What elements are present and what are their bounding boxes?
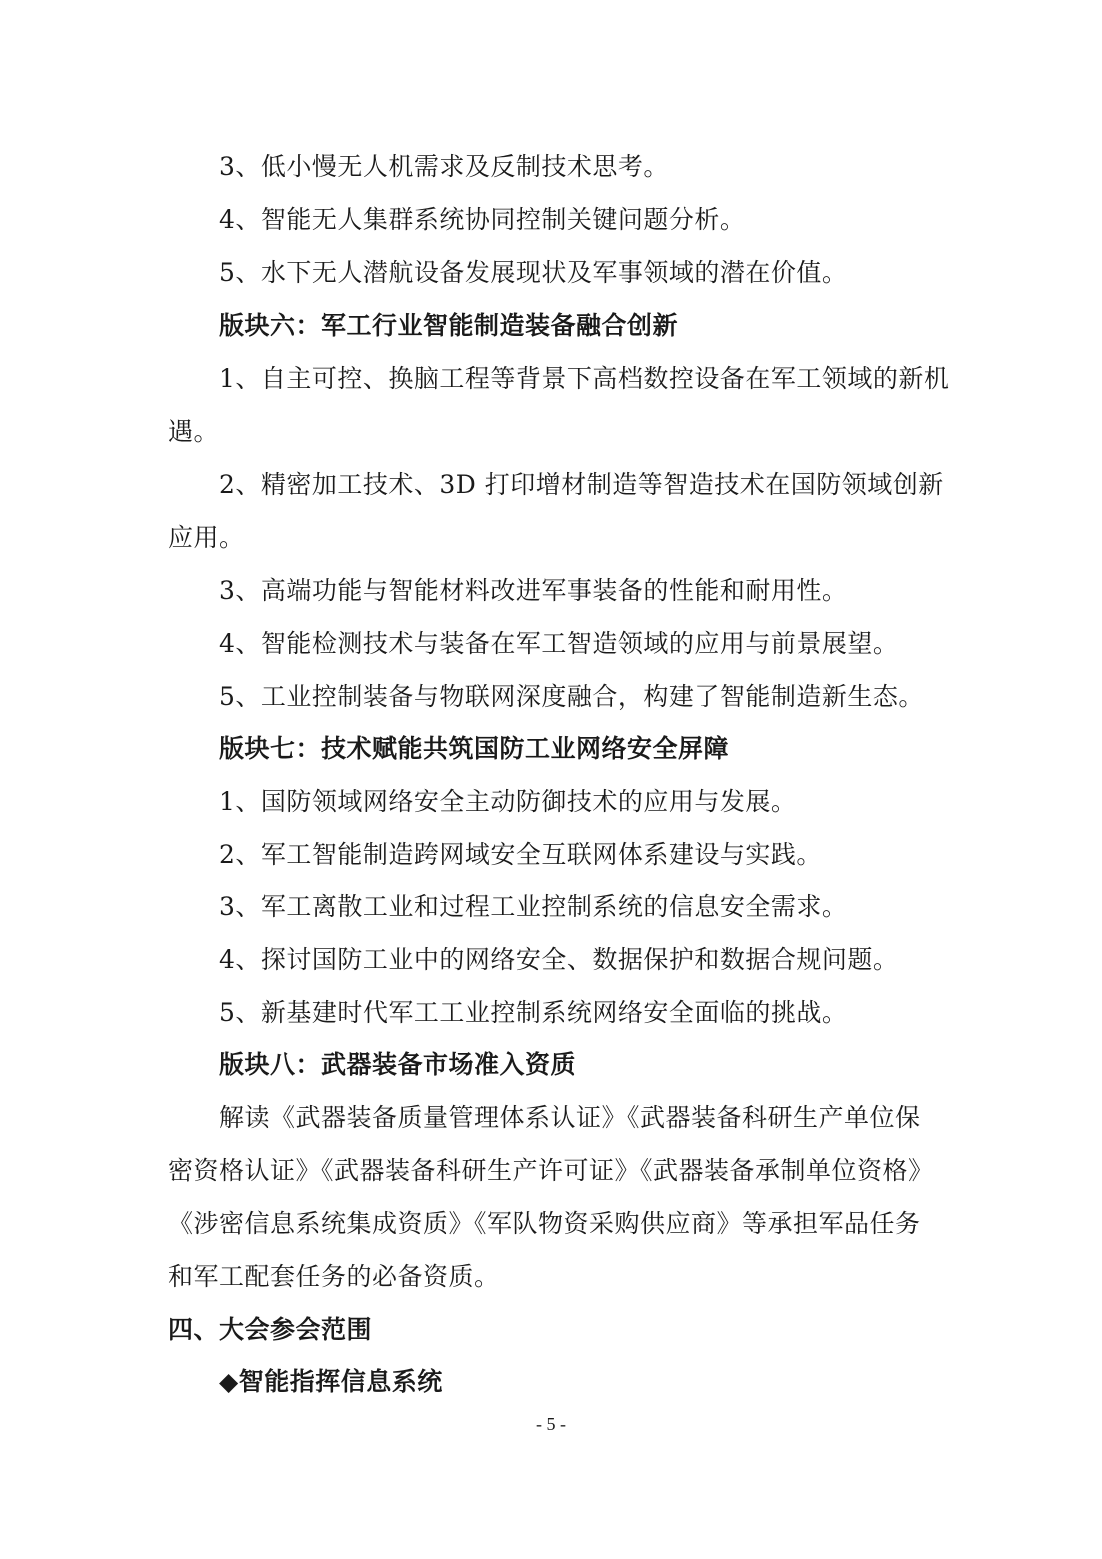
list-item: 4、智能检测技术与装备在军工智造领域的应用与前景展望。 xyxy=(219,629,899,658)
paragraph-line: 密资格认证》《武器装备科研生产许可证》《武器装备承制单位资格》 xyxy=(168,1156,934,1185)
list-item-continuation: 遇。 xyxy=(168,417,220,446)
list-item: 3、低小慢无人机需求及反制技术思考。 xyxy=(219,152,669,181)
page-number: - 5 - xyxy=(536,1414,566,1434)
section-heading: 版块六：军工行业智能制造装备融合创新 xyxy=(219,311,679,340)
section-heading: 版块七：技术赋能共筑国防工业网络安全屏障 xyxy=(219,734,730,763)
subheading: ◆智能指挥信息系统 xyxy=(219,1367,443,1396)
paragraph-line: 和军工配套任务的必备资质。 xyxy=(168,1262,500,1291)
section-heading: 版块八：武器装备市场准入资质 xyxy=(219,1050,577,1079)
paragraph-line: 《涉密信息系统集成资质》《军队物资采购供应商》等承担军品任务 xyxy=(168,1209,921,1238)
list-item: 3、高端功能与智能材料改进军事装备的性能和耐用性。 xyxy=(219,576,848,605)
list-item: 5、水下无人潜航设备发展现状及军事领域的潜在价值。 xyxy=(219,258,848,287)
list-item: 4、探讨国防工业中的网络安全、数据保护和数据合规问题。 xyxy=(219,945,899,974)
list-item-continuation: 应用。 xyxy=(168,523,245,552)
list-item: 1、国防领域网络安全主动防御技术的应用与发展。 xyxy=(219,787,797,816)
list-item: 5、新基建时代军工工业控制系统网络安全面临的挑战。 xyxy=(219,998,848,1027)
list-item: 2、军工智能制造跨网域安全互联网体系建设与实践。 xyxy=(219,840,822,869)
list-item: 4、智能无人集群系统协同控制关键问题分析。 xyxy=(219,205,746,234)
paragraph-line: 解读《武器装备质量管理体系认证》《武器装备科研生产单位保 xyxy=(219,1103,921,1132)
list-item: 1、自主可控、换脑工程等背景下高档数控设备在军工领域的新机 xyxy=(219,364,950,393)
list-item: 3、军工离散工业和过程工业控制系统的信息安全需求。 xyxy=(219,892,848,921)
chapter-heading: 四、大会参会范围 xyxy=(168,1315,373,1344)
list-item: 5、工业控制装备与物联网深度融合，构建了智能制造新生态。 xyxy=(219,682,924,711)
list-item: 2、精密加工技术、3D 打印增材制造等智造技术在国防领域创新 xyxy=(219,470,944,499)
